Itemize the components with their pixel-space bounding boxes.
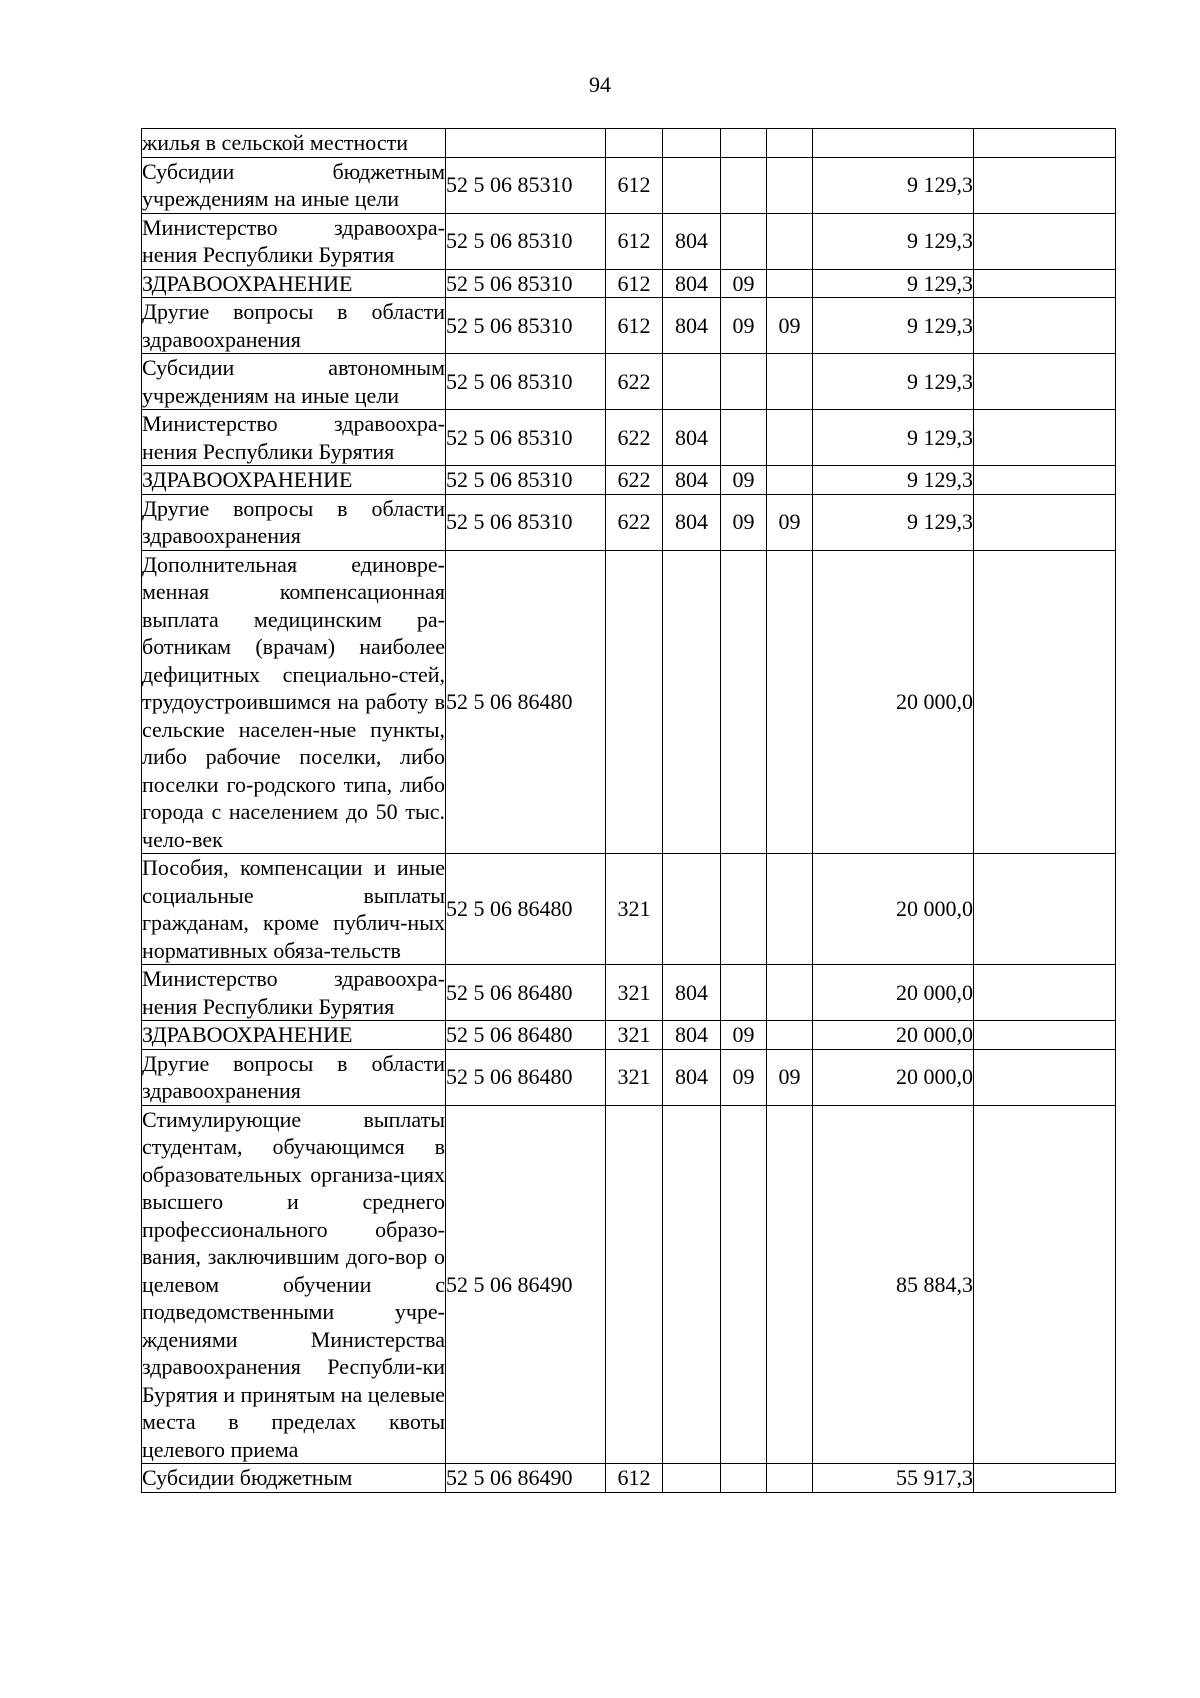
table-row bbox=[142, 354, 1116, 410]
expense-type-cell: 321 bbox=[606, 1049, 663, 1105]
page-number: 94 bbox=[589, 72, 611, 97]
section-cell bbox=[721, 157, 767, 213]
amount-cell: 9 129,3 bbox=[813, 354, 974, 410]
target-article-cell: 52 5 06 86480 bbox=[446, 1021, 606, 1050]
subsection-cell bbox=[767, 965, 813, 1021]
target-article-cell: 52 5 06 86480 bbox=[446, 965, 606, 1021]
amount-cell: 20 000,0 bbox=[813, 550, 974, 854]
table-row bbox=[142, 466, 1116, 495]
table-row bbox=[142, 157, 1116, 213]
amount-cell: 55 917,3 bbox=[813, 1464, 974, 1493]
section-cell bbox=[721, 354, 767, 410]
extra-cell bbox=[974, 269, 1116, 298]
expense-name-cell: ЗДРАВООХРАНЕНИЕ bbox=[142, 466, 446, 495]
table-row bbox=[142, 854, 1116, 965]
amount-cell: 9 129,3 bbox=[813, 298, 974, 354]
extra-cell bbox=[974, 213, 1116, 269]
subsection-cell bbox=[767, 1464, 813, 1493]
amount-cell bbox=[813, 129, 974, 158]
expense-name-cell: Другие вопросы в области здравоохранения bbox=[142, 299, 445, 352]
section-cell bbox=[721, 410, 767, 466]
expense-type-cell bbox=[606, 129, 663, 158]
expense-type-cell: 321 bbox=[606, 1021, 663, 1050]
extra-cell bbox=[974, 965, 1116, 1021]
target-article-cell: 52 5 06 85310 bbox=[446, 213, 606, 269]
department-cell: 804 bbox=[663, 269, 721, 298]
table-row bbox=[142, 213, 1116, 269]
expense-type-cell: 622 bbox=[606, 494, 663, 550]
target-article-cell: 52 5 06 85310 bbox=[446, 354, 606, 410]
section-cell bbox=[721, 1464, 767, 1493]
expense-type-cell: 612 bbox=[606, 213, 663, 269]
expense-type-cell: 612 bbox=[606, 269, 663, 298]
table-row bbox=[142, 550, 1116, 854]
expense-name-cell: жилья в сельской местности bbox=[142, 129, 446, 158]
amount-cell: 9 129,3 bbox=[813, 157, 974, 213]
section-cell: 09 bbox=[721, 1049, 767, 1105]
section-cell bbox=[721, 1105, 767, 1464]
department-cell: 804 bbox=[663, 1021, 721, 1050]
target-article-cell: 52 5 06 85310 bbox=[446, 269, 606, 298]
section-cell bbox=[721, 965, 767, 1021]
table-row bbox=[142, 1049, 1116, 1105]
subsection-cell: 09 bbox=[767, 1049, 813, 1105]
expense-name-cell: Министерство здравоохра-нения Республики Бурятия bbox=[142, 966, 445, 1019]
expense-type-cell bbox=[606, 550, 663, 854]
expense-name-cell: Другие вопросы в области здравоохранения bbox=[142, 495, 445, 548]
expense-type-cell: 622 bbox=[606, 466, 663, 495]
table-row bbox=[142, 1464, 1116, 1493]
amount-cell: 9 129,3 bbox=[813, 494, 974, 550]
expense-type-cell bbox=[606, 1105, 663, 1464]
table-row bbox=[142, 298, 1116, 354]
target-article-cell: 52 5 06 85310 bbox=[446, 494, 606, 550]
table-row bbox=[142, 269, 1116, 298]
section-cell bbox=[721, 213, 767, 269]
section-cell bbox=[721, 854, 767, 965]
subsection-cell bbox=[767, 1021, 813, 1050]
department-cell bbox=[663, 129, 721, 158]
subsection-cell bbox=[767, 550, 813, 854]
department-cell bbox=[663, 157, 721, 213]
extra-cell bbox=[974, 1464, 1116, 1493]
expense-name-cell: Пособия, компенсации и иные социальные выплаты гражданам, кроме публич-ных нормативных обяза-тельств bbox=[142, 855, 445, 963]
department-cell: 804 bbox=[663, 466, 721, 495]
expense-type-cell: 321 bbox=[606, 854, 663, 965]
expense-name-cell: Министерство здравоохра-нения Республики Бурятия bbox=[142, 214, 445, 267]
amount-cell: 20 000,0 bbox=[813, 965, 974, 1021]
section-cell: 09 bbox=[721, 494, 767, 550]
amount-cell: 9 129,3 bbox=[813, 466, 974, 495]
department-cell: 804 bbox=[663, 213, 721, 269]
extra-cell bbox=[974, 854, 1116, 965]
department-cell: 804 bbox=[663, 298, 721, 354]
target-article-cell: 52 5 06 86490 bbox=[446, 1105, 606, 1464]
department-cell bbox=[663, 854, 721, 965]
target-article-cell: 52 5 06 86480 bbox=[446, 550, 606, 854]
department-cell bbox=[663, 1105, 721, 1464]
amount-cell: 9 129,3 bbox=[813, 410, 974, 466]
extra-cell bbox=[974, 410, 1116, 466]
table-body bbox=[142, 129, 1116, 1493]
subsection-cell bbox=[767, 213, 813, 269]
target-article-cell: 52 5 06 86480 bbox=[446, 854, 606, 965]
amount-cell: 20 000,0 bbox=[813, 1049, 974, 1105]
subsection-cell bbox=[767, 466, 813, 495]
table-row bbox=[142, 1021, 1116, 1050]
budget-table bbox=[141, 128, 1116, 1493]
expense-name-cell: Министерство здравоохра-нения Республики Бурятия bbox=[142, 411, 445, 464]
subsection-cell bbox=[767, 354, 813, 410]
subsection-cell bbox=[767, 157, 813, 213]
expense-type-cell: 622 bbox=[606, 354, 663, 410]
target-article-cell: 52 5 06 86490 bbox=[446, 1464, 606, 1493]
amount-cell: 20 000,0 bbox=[813, 1021, 974, 1050]
table-row bbox=[142, 410, 1116, 466]
section-cell: 09 bbox=[721, 298, 767, 354]
extra-cell bbox=[974, 550, 1116, 854]
subsection-cell: 09 bbox=[767, 494, 813, 550]
extra-cell bbox=[974, 298, 1116, 354]
table-row bbox=[142, 965, 1116, 1021]
amount-cell: 9 129,3 bbox=[813, 269, 974, 298]
department-cell bbox=[663, 550, 721, 854]
table-row bbox=[142, 494, 1116, 550]
department-cell: 804 bbox=[663, 410, 721, 466]
expense-name-cell: Субсидии бюджетным учреждениям на иные цели bbox=[142, 158, 445, 211]
amount-cell: 20 000,0 bbox=[813, 854, 974, 965]
target-article-cell: 52 5 06 85310 bbox=[446, 157, 606, 213]
department-cell: 804 bbox=[663, 494, 721, 550]
extra-cell bbox=[974, 1105, 1116, 1464]
expense-type-cell: 321 bbox=[606, 965, 663, 1021]
expense-type-cell: 612 bbox=[606, 1464, 663, 1493]
expense-name-cell: Субсидии бюджетным bbox=[142, 1464, 446, 1493]
target-article-cell: 52 5 06 86480 bbox=[446, 1049, 606, 1105]
expense-name-cell: ЗДРАВООХРАНЕНИЕ bbox=[142, 269, 446, 298]
department-cell: 804 bbox=[663, 1049, 721, 1105]
target-article-cell: 52 5 06 85310 bbox=[446, 466, 606, 495]
expense-name-cell: Субсидии автономным учреждениям на иные цели bbox=[142, 355, 445, 408]
subsection-cell bbox=[767, 854, 813, 965]
expense-name-cell: Другие вопросы в области здравоохранения bbox=[142, 1050, 445, 1103]
extra-cell bbox=[974, 129, 1116, 158]
table-row bbox=[142, 129, 1116, 158]
subsection-cell: 09 bbox=[767, 298, 813, 354]
expense-name-cell: Стимулирующие выплаты студентам, обучающимся в образовательных организа-циях высшего и среднего профессионального образо-вания, заключившим дого-вор о целевом обучении с подведомственными учре-ждениями Министерства здравоохранения Республи-ки Бурятия и принятым на целевые места в пределах квоты целевого приема bbox=[142, 1106, 445, 1462]
extra-cell bbox=[974, 1049, 1116, 1105]
department-cell bbox=[663, 354, 721, 410]
section-cell: 09 bbox=[721, 466, 767, 495]
expense-type-cell: 612 bbox=[606, 298, 663, 354]
target-article-cell: 52 5 06 85310 bbox=[446, 410, 606, 466]
department-cell bbox=[663, 1464, 721, 1493]
department-cell: 804 bbox=[663, 965, 721, 1021]
target-article-cell: 52 5 06 85310 bbox=[446, 298, 606, 354]
expense-name-cell: Дополнительная единовре-менная компенсационная выплата медицинским ра-ботникам (врачам) наиболее дефицитных специально-стей, трудоустроившимся на работу в сельские населен-ные пункты, либо рабочие поселки, либо поселки го-родского типа, либо города с населением до 50 тыс. чело-век bbox=[142, 551, 445, 852]
subsection-cell bbox=[767, 1105, 813, 1464]
target-article-cell bbox=[446, 129, 606, 158]
expense-type-cell: 622 bbox=[606, 410, 663, 466]
extra-cell bbox=[974, 1021, 1116, 1050]
subsection-cell bbox=[767, 269, 813, 298]
amount-cell: 85 884,3 bbox=[813, 1105, 974, 1464]
expense-name-cell: ЗДРАВООХРАНЕНИЕ bbox=[142, 1021, 446, 1050]
extra-cell bbox=[974, 494, 1116, 550]
section-cell: 09 bbox=[721, 269, 767, 298]
section-cell bbox=[721, 550, 767, 854]
section-cell bbox=[721, 129, 767, 158]
extra-cell bbox=[974, 466, 1116, 495]
expense-type-cell: 612 bbox=[606, 157, 663, 213]
section-cell: 09 bbox=[721, 1021, 767, 1050]
extra-cell bbox=[974, 354, 1116, 410]
subsection-cell bbox=[767, 129, 813, 158]
extra-cell bbox=[974, 157, 1116, 213]
table-row bbox=[142, 1105, 1116, 1464]
amount-cell: 9 129,3 bbox=[813, 213, 974, 269]
subsection-cell bbox=[767, 410, 813, 466]
